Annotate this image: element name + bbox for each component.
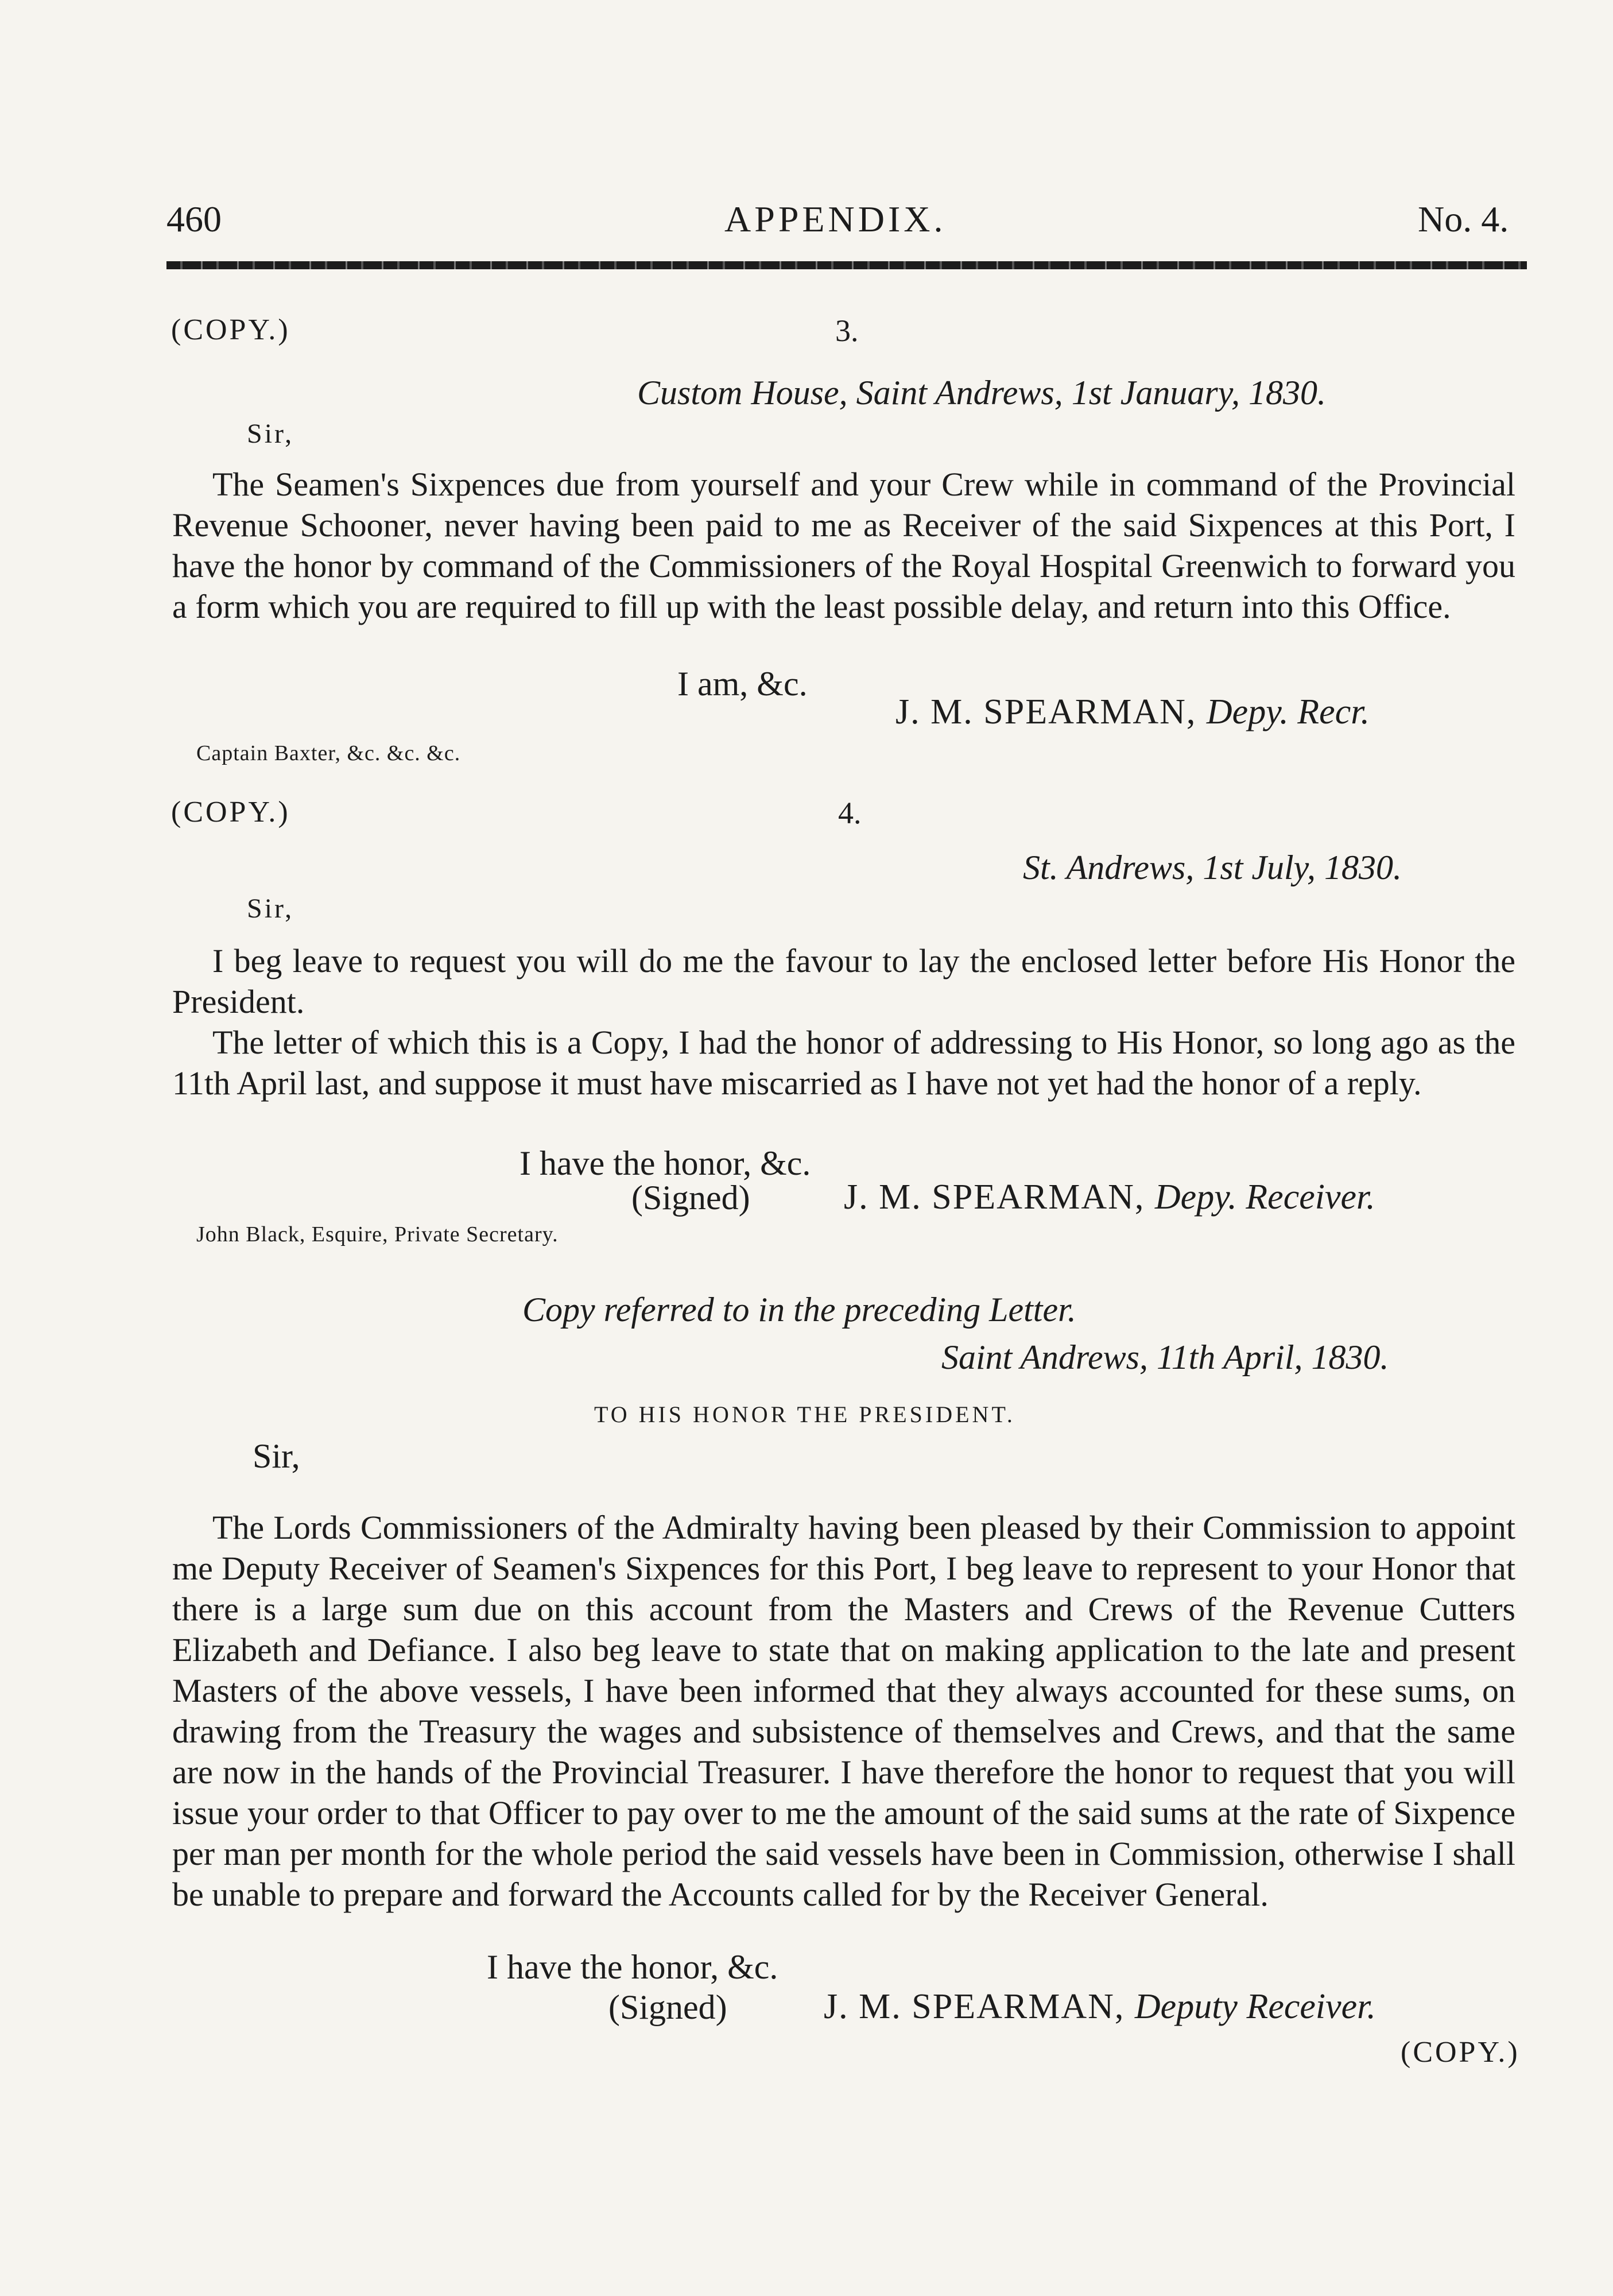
salutation: Sir,: [247, 419, 294, 449]
page-title: APPENDIX.: [724, 199, 947, 239]
header-rule: [166, 261, 1527, 269]
signed-label: (Signed): [608, 1988, 727, 2026]
closing: I am, &c.: [677, 665, 808, 703]
signed-label: (Signed): [631, 1179, 750, 1217]
closing: I have the honor, &c.: [519, 1144, 811, 1182]
signature: [844, 1177, 1375, 1218]
catchword: (COPY.): [1401, 2036, 1520, 2069]
addressee: John Black, Esquire, Private Secretary.: [196, 1222, 559, 1246]
signature-title: Deputy Receiver.: [1134, 1987, 1376, 2026]
copy-label: (COPY.): [171, 313, 290, 346]
signature-name: J. M. SPEARMAN,: [824, 1987, 1125, 2026]
section-number: No. 4.: [1418, 199, 1509, 239]
letter-paragraph: The letter of which this is a Copy, I had the honor of addressing to His Honor, so long ago as the 11th April last, and suppose it must have miscarried as I have not yet had the honor of a reply.: [172, 1024, 1515, 1102]
dateline: Custom House, Saint Andrews, 1st January, 1830.: [637, 374, 1327, 412]
signature: [895, 692, 1370, 733]
letter-paragraph: I beg leave to request you will do me the favour to lay the enclosed letter before His Honor the President.: [172, 942, 1515, 1020]
page-number: 460: [166, 199, 222, 239]
signature-name: J. M. SPEARMAN,: [895, 692, 1197, 731]
enclosure-heading: Copy referred to in the preceding Letter.: [522, 1291, 1076, 1329]
salutation: Sir,: [253, 1437, 300, 1475]
signature-title: Depy. Recr.: [1206, 692, 1370, 731]
dateline: St. Andrews, 1st July, 1830.: [1023, 849, 1402, 886]
signature: [824, 1987, 1376, 2027]
dateline: Saint Andrews, 11th April, 1830.: [941, 1338, 1389, 1376]
closing: I have the honor, &c.: [487, 1948, 778, 1986]
salutation: Sir,: [247, 893, 294, 924]
letter-number: 4.: [838, 796, 862, 830]
signature-name: J. M. SPEARMAN,: [844, 1178, 1145, 1217]
letter-number: 3.: [835, 313, 859, 348]
addressee: Captain Baxter, &c. &c. &c.: [196, 741, 461, 765]
signature-title: Depy. Receiver.: [1154, 1178, 1375, 1217]
letter-body: The Lords Commissioners of the Admiralty having been pleased by their Commission to appoint me Deputy Receiver of Seamen's Sixpences for this Port, I beg leave to represent to your Honor that there is a large sum due on this account from the Masters and Crews of the Revenue Cutters Elizabeth and Defiance. I also beg leave to state that on making application to the late and present Masters of the above vessels, I have been informed that they always accounted for these sums, on drawing from the Treasury the wages and subsistence of themselves and Crews, and that the same are now in the hands of the Provincial Treasurer. I have therefore the honor to request that you will issue your order to that Officer to pay over to me the amount of the said sums at the rate of Sixpence per man per month for the whole period the said vessels have been in Commission, otherwise I shall be unable to prepare and forward the Accounts called for by the Receiver General.: [172, 1509, 1515, 1913]
letter-body: The Seamen's Sixpences due from yourself and your Crew while in command of the Provincial Revenue Schooner, never having been paid to me as Receiver of the said Sixpences at this Port, I have the honor by command of the Commissioners of the Royal Hospital Greenwich to forward you a form which you are required to fill up with the least possible delay, and return into this Office.: [172, 466, 1515, 625]
copy-label: (COPY.): [171, 796, 290, 828]
addressee-heading: TO HIS HONOR THE PRESIDENT.: [594, 1401, 1015, 1427]
